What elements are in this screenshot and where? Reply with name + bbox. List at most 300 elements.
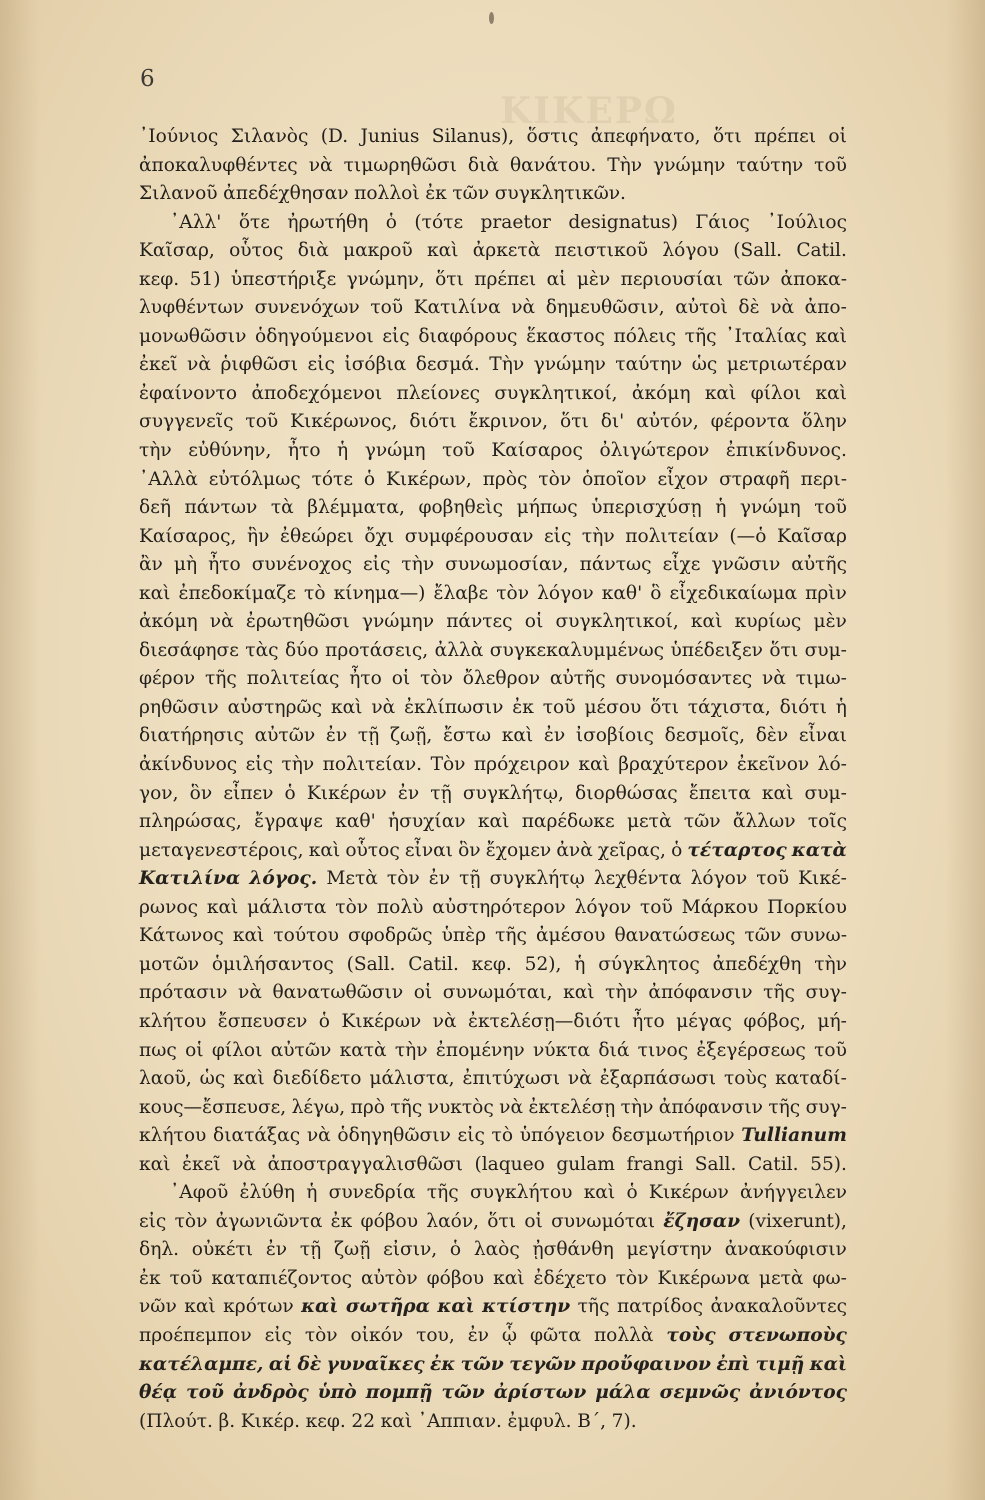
word: Tullianum (741, 1125, 847, 1147)
word: θανάτου. (509, 154, 597, 176)
word: ἐπομένην (435, 1039, 525, 1061)
word: τιμωρηθῶσι (343, 154, 457, 176)
word: πάντες (446, 611, 513, 633)
word: βραχύτερον (618, 754, 729, 776)
word: συγκλητικοί, (494, 382, 618, 404)
word: συνωμοσίαν, (445, 554, 569, 576)
word: τῆς (763, 982, 795, 1004)
word: δὲ (297, 1353, 322, 1375)
word: συγ- (805, 1096, 847, 1118)
word: ὃ (650, 582, 662, 604)
word: ἐκ (330, 1210, 353, 1232)
ink-spot-icon (489, 12, 494, 24)
word: γνώμην (533, 354, 606, 376)
word: λόγος. (249, 868, 318, 890)
word: αὐτῆς (549, 668, 606, 690)
word: στραφῆ (719, 468, 790, 490)
word: τὴν (620, 1096, 654, 1118)
word: διὰ (467, 154, 499, 176)
word: διότι (409, 411, 457, 433)
word: καὶ (301, 1296, 339, 1318)
word: προέπεμπον (139, 1324, 252, 1346)
word: ἡ (306, 1182, 318, 1204)
word: ἀρίστων (493, 1382, 587, 1404)
word: καὶ (815, 382, 847, 404)
word: ὑπεστήριξε (230, 268, 337, 290)
word: ᾿Αλλ' (170, 211, 222, 233)
word: ἐθεώρει (280, 525, 354, 547)
text-line (139, 1065, 847, 1094)
word: ὁ (449, 1239, 462, 1261)
word: ἐν (467, 1324, 489, 1346)
text-line (139, 123, 847, 152)
word: νυκτὸς (427, 1096, 494, 1118)
text-line (139, 979, 847, 1008)
word: τοῦ (245, 411, 279, 433)
word: μάλα (595, 1382, 651, 1404)
word: μὴ (173, 554, 198, 576)
word: ἀρκετὰ (472, 240, 541, 262)
word: ἀνακαλοῦντες (710, 1296, 847, 1318)
word: τὴν (581, 525, 615, 547)
word: (laqueo (474, 1153, 545, 1175)
word: ἰσοβίοις (575, 725, 654, 747)
word: τῆς (768, 1096, 801, 1118)
word: Junius (360, 126, 420, 147)
word: εἰς (245, 754, 273, 776)
word: φόβου (360, 1210, 419, 1232)
word: ἐκεῖ (139, 354, 178, 376)
word: τὸν (420, 668, 453, 690)
text-line (139, 152, 847, 181)
word: νὰ (762, 668, 786, 690)
word: φω- (812, 1267, 847, 1289)
word: ᾿Ιταλίας (725, 325, 807, 347)
word: ἐκλίπωσιν (404, 696, 504, 718)
word: Τὸν (430, 754, 466, 776)
word: Κικέρωνος, (290, 411, 398, 433)
word: αὐτοὶ (675, 297, 728, 319)
word: κεφ. (305, 1410, 346, 1432)
word: τοὺς (723, 1068, 768, 1090)
text-line (139, 780, 847, 809)
word: ὁ (671, 839, 683, 861)
word: ἐξεγέρσεως (696, 1039, 806, 1061)
word: (—ὁ (729, 525, 767, 547)
word: ἐκτελέσῃ (528, 1096, 616, 1118)
word: συνεδρία (328, 1182, 416, 1204)
word: πάντως (579, 554, 652, 576)
text-line (139, 323, 847, 352)
word: πρὸ (350, 1096, 385, 1118)
word: ἀνήγγειλεν (740, 1182, 847, 1204)
word: τοῦ (186, 1382, 224, 1404)
word: λέγω, (291, 1096, 346, 1118)
word: κατὰ (791, 839, 847, 861)
word: (τότε (414, 211, 464, 233)
word: ἔχομεν (485, 839, 552, 861)
word: τῇ (299, 1239, 322, 1261)
word: ὅλην (801, 411, 847, 433)
word: ρωνος (139, 896, 199, 918)
word: κλήτου (139, 1010, 207, 1032)
word: γνῶσιν (711, 554, 781, 576)
word: ἀποκα- (780, 268, 847, 290)
word: περι- (800, 468, 847, 490)
word: ἄλλων (732, 811, 796, 833)
text-line (139, 1037, 847, 1066)
word: πως (139, 1039, 177, 1061)
word: ὅτι (560, 411, 589, 433)
text-line (139, 951, 847, 980)
word: οὐκέτι (191, 1239, 254, 1261)
word: δημευθῶσιν, (545, 297, 665, 319)
word: ἀγωνιῶντα (215, 1210, 323, 1232)
text-line (139, 551, 847, 580)
word: τῆς (684, 325, 717, 347)
word: τῆς (204, 668, 237, 690)
word: ἐδέχετο (533, 1267, 607, 1289)
word: καὶ (426, 240, 459, 262)
word: περιουσίαι (620, 268, 723, 290)
word: μετριωτέραν (726, 354, 847, 376)
word: ἐν (428, 868, 451, 890)
word: αὐστηρῶς (227, 696, 323, 718)
word: φόβος, (743, 1010, 806, 1032)
word: συμφέρουσαν (404, 525, 534, 547)
word: λόγου (662, 240, 719, 262)
word: ἐπὶ (716, 1353, 751, 1375)
word: δεσμά. (415, 354, 480, 376)
word: θανατωθῶσιν (272, 982, 404, 1004)
word: ἐπιτύχωσι (462, 1068, 560, 1090)
word: frangi (626, 1153, 684, 1175)
word: ταύτην (736, 154, 804, 176)
text-line (139, 209, 847, 238)
word: διατάξας (213, 1125, 301, 1147)
word: νὰ (238, 982, 262, 1004)
word: praetor (480, 211, 551, 233)
text-line (139, 608, 847, 637)
text-line (139, 180, 847, 209)
word: πολιτείαν (625, 525, 719, 547)
word: καὶ (308, 839, 341, 861)
word: ἐκεῖ (182, 1153, 221, 1175)
word: ταύτην (615, 354, 683, 376)
word: φέροντα (710, 411, 790, 433)
word: συνωμόται, (442, 982, 553, 1004)
word: ἀποστραγγαλισθῶσι (267, 1153, 463, 1175)
word: αἱ (268, 1353, 293, 1375)
word: Κατιλίνα (139, 868, 241, 890)
word: συμ- (804, 782, 847, 804)
word: πρέπει (474, 268, 537, 290)
word: πειστικοῦ (554, 240, 649, 262)
word: λό- (817, 754, 847, 776)
word: παρέδωκε (521, 811, 615, 833)
word: πρὶν (805, 582, 847, 604)
word: ἡ (715, 497, 727, 519)
word: κους—ἔσπευσε, (139, 1096, 287, 1118)
word: 7). (611, 1410, 637, 1432)
word: νὰ (567, 1068, 592, 1090)
word: πολιτείαν. (322, 754, 423, 776)
word: φόβου (426, 1267, 485, 1289)
word: τῆς (577, 1296, 610, 1318)
word: μάλιστα (247, 896, 327, 918)
word: καὶ (501, 725, 534, 747)
body-text (139, 123, 847, 1436)
word: Κικέρων, (386, 468, 472, 490)
word: συγκλήτου (469, 1182, 573, 1204)
word: ἀπεδέχθησαν (223, 183, 349, 205)
text-line (139, 294, 847, 323)
word: ἐκ (430, 1353, 456, 1375)
word: ἐπικίνδυνος. (725, 440, 847, 462)
word: ἀποδεχόμενοι (251, 382, 383, 404)
word: καταδί- (775, 1068, 847, 1090)
text-line (139, 408, 847, 437)
word: μοτῶν (139, 953, 200, 975)
word: ἡ (574, 953, 586, 975)
word: δι' (600, 411, 625, 433)
word: καὶ (761, 782, 794, 804)
word: εἶχον (657, 468, 709, 490)
word: αὐστηρότερον (432, 896, 566, 918)
word: ὅτι (435, 268, 464, 290)
word: διότι (779, 696, 827, 718)
word: πληρώσας, (139, 811, 242, 833)
text-line (139, 351, 847, 380)
word: εὐτόλμως (208, 468, 301, 490)
word: ἐξαρπάσωσι (599, 1068, 717, 1090)
word: νὰ (499, 1096, 524, 1118)
word: καὶ (380, 1410, 413, 1432)
word: (Sall. (346, 953, 396, 975)
word: γνώμην (653, 154, 726, 176)
text-line (139, 237, 847, 266)
word: Μετὰ (326, 868, 378, 890)
word: ζωῇ, (389, 725, 433, 747)
word: ἐν (397, 782, 420, 804)
word: Catil. (796, 240, 847, 262)
word: 51) (189, 268, 221, 290)
word: μέσου (584, 696, 642, 718)
word: ὁμιλήσαντος (211, 953, 334, 975)
word: ὅτε (238, 211, 270, 233)
word: πολὺ (376, 896, 424, 918)
word: κρότων (223, 1296, 294, 1318)
word: τινος (637, 1039, 689, 1061)
word: προτάσεις, (325, 639, 429, 661)
word: εἶχε (662, 554, 701, 576)
text-line (139, 665, 847, 694)
word: ᾿Αλλὰ (139, 468, 198, 490)
word: ἰσόβια (344, 354, 407, 376)
word: τοὺς (666, 1324, 716, 1346)
word: αὐτῶν (270, 1039, 332, 1061)
word: συγ- (805, 982, 847, 1004)
word: πρὸς (482, 468, 528, 490)
word: ἦτο (287, 440, 321, 462)
word: εἰς (544, 525, 572, 547)
word: λόγον (537, 582, 594, 604)
text-line (139, 494, 847, 523)
word: καὶ (809, 1353, 847, 1375)
text-line (139, 1265, 847, 1294)
word: νὰ (511, 297, 536, 319)
word: Τὴν (607, 154, 643, 176)
word: ὁ (385, 211, 397, 233)
word: δεσμοῖς, (664, 725, 746, 747)
word: συγκλήτῳ, (462, 782, 564, 804)
word: ᾿Αππιαν. (417, 1410, 502, 1432)
word: Κικέρων (306, 782, 387, 804)
word: μήπως (516, 497, 578, 519)
word: εἰς (363, 554, 391, 576)
word: 52), (524, 953, 562, 975)
word: (D. (320, 126, 349, 147)
word: μέγας (676, 1010, 732, 1032)
word: θανατώσεως (614, 925, 736, 947)
word: ὑπερισχύσῃ (591, 497, 702, 519)
word: ἔζησαν (663, 1210, 741, 1232)
word: ἔλαβε (433, 582, 489, 604)
word: τῇ (430, 782, 452, 804)
word: τὴν (394, 1039, 428, 1061)
word: πρέπει (754, 126, 817, 147)
word: τῶν (460, 1353, 504, 1375)
word: θέᾳ (139, 1382, 178, 1404)
word: ἐπεδοκίμαζε (178, 582, 296, 604)
word: γυναῖκες (326, 1353, 425, 1375)
word: ἔγραψε (254, 811, 323, 833)
word: ὅτι (712, 126, 742, 147)
word: εἰσιν, (383, 1239, 438, 1261)
word: αὐτῶν (254, 725, 316, 747)
text-line (139, 523, 847, 552)
word: οἱ (828, 126, 847, 147)
word: διαφόρους (418, 325, 518, 347)
word: τῆς (426, 1182, 459, 1204)
word: ὁποῖον (582, 468, 647, 490)
word: καὶ (815, 325, 847, 347)
word: ζωῇ (333, 1239, 371, 1261)
word: Μάρκου (681, 896, 759, 918)
word: Καῖσαρ, (139, 240, 215, 262)
word: ἐλύθη (239, 1182, 295, 1204)
word: ἣν (247, 525, 270, 547)
text-line (139, 1122, 847, 1151)
word: μετὰ (758, 1267, 804, 1289)
word: ρηθῶσιν (139, 696, 219, 718)
word: ἀνὰ (556, 839, 593, 861)
word: ᾿Ιούνιος (139, 126, 219, 147)
text-line (139, 722, 847, 751)
word: συνωμόται (551, 1210, 655, 1232)
word: συνω- (790, 925, 847, 947)
word: τιμω- (795, 668, 847, 690)
word: φοβηθεὶς (418, 497, 504, 519)
word: τοῦ (542, 696, 576, 718)
word: 55). (810, 1153, 847, 1175)
word: οἱ (391, 668, 411, 690)
word: τοῦ (370, 297, 404, 319)
word: ὁ (318, 1010, 330, 1032)
word: ἔπειτα (688, 782, 751, 804)
text-line (139, 1379, 847, 1408)
word: προὔφαινον (581, 1353, 711, 1375)
word: νὰ (209, 611, 234, 633)
word: β. (218, 1410, 236, 1432)
word: αἱ (546, 268, 567, 290)
word: εἰς (307, 354, 335, 376)
word: ἀπόφανσιν (648, 982, 753, 1004)
word: κατὰ (339, 1039, 387, 1061)
word: οὗτος (345, 839, 400, 861)
word: διεδίδετο (272, 1068, 362, 1090)
word: Catil. (747, 1153, 799, 1175)
text-line (139, 637, 847, 666)
word: ἀκόμη (139, 611, 198, 633)
word: χεῖρας, (597, 839, 666, 861)
word: διορθώσας (575, 782, 678, 804)
word: καὶ (232, 925, 265, 947)
text-line (139, 466, 847, 495)
word: τιμῇ (755, 1353, 805, 1375)
word: δὲν (755, 725, 789, 747)
word: καὶ (206, 896, 239, 918)
text-line (139, 1322, 847, 1351)
text-line (139, 266, 847, 295)
word: κεφ. (471, 953, 512, 975)
word: εἰς (457, 1125, 485, 1147)
word: εἰς (382, 325, 410, 347)
word: οἰκόν (350, 1324, 404, 1346)
word: νὰ (432, 1010, 457, 1032)
text-line (139, 808, 847, 837)
word: συνενόχων (254, 297, 360, 319)
word: ἡ (835, 696, 847, 718)
word: τὴν (401, 554, 435, 576)
word: Κικέρ. (240, 1410, 301, 1432)
text-line (139, 837, 847, 866)
word: λεχθέντα (593, 868, 682, 890)
word: ἐρωτηθῶσι (245, 611, 350, 633)
word: καὶ (139, 582, 171, 604)
word: σωτῆρα (345, 1296, 430, 1318)
word: αὐτὸν (361, 1267, 418, 1289)
word: ἠρωτήθη (287, 211, 369, 233)
page-number: 6 (140, 66, 155, 92)
word: δὲ (738, 297, 760, 319)
word: οἱ (185, 1039, 204, 1061)
word: κίνημα—) (333, 582, 426, 604)
word: λυφθέντων (139, 297, 244, 319)
word: κεφ. (139, 268, 180, 290)
word: κυρίως (734, 611, 802, 633)
word: ἦτο (632, 1010, 665, 1032)
word: καὶ (583, 1182, 616, 1204)
word: τὴν (139, 440, 172, 462)
word: ἀκίνδυνος (139, 754, 238, 776)
word: διεσάφησε (139, 639, 239, 661)
word: δεῆ (139, 497, 171, 519)
word: τὸν (496, 582, 530, 604)
word: νὰ (232, 1153, 256, 1175)
word: καὶ (563, 982, 595, 1004)
word: καὶ (184, 1296, 216, 1318)
